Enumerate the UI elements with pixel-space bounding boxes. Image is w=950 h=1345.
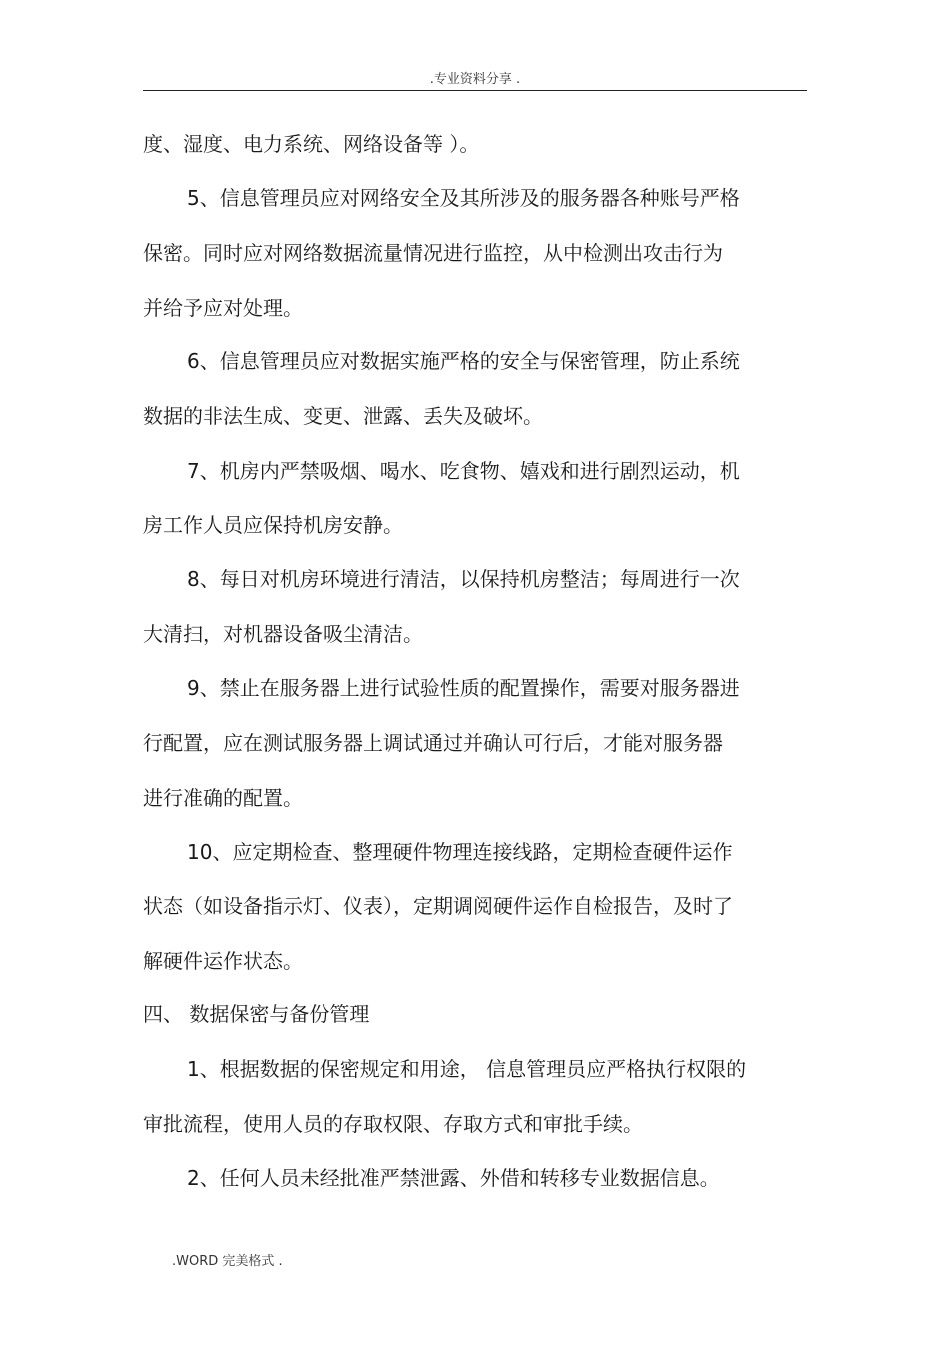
page-footer: .WORD 完美格式 .	[172, 1254, 283, 1269]
header-divider	[143, 90, 807, 91]
paragraph-9-line-2: 行配置，应在测试服务器上调试通过并确认可行后，才能对服务器	[143, 731, 723, 755]
section-4-item-1-line-1: 1、根据数据的保密规定和用途， 信息管理员应严格执行权限的	[187, 1057, 747, 1081]
paragraph-8-line-2: 大清扫，对机器设备吸尘清洁。	[143, 622, 423, 646]
body-line: 度、湿度、电力系统、网络设备等 ）。	[143, 132, 480, 156]
paragraph-8-line-1: 8、每日对机房环境进行清洁，以保持机房整洁；每周进行一次	[187, 567, 740, 591]
paragraph-10-line-2: 状态（如设备指示灯、仪表），定期调阅硬件运作自检报告，及时了	[143, 894, 733, 918]
paragraph-6-line-2: 数据的非法生成、变更、泄露、丢失及破坏。	[143, 404, 543, 428]
section-4-item-1-line-2: 审批流程，使用人员的存取权限、存取方式和审批手续。	[143, 1112, 643, 1136]
paragraph-9-line-3: 进行准确的配置。	[143, 786, 303, 810]
paragraph-6-line-1: 6、信息管理员应对数据实施严格的安全与保密管理，防止系统	[187, 349, 740, 373]
paragraph-5-line-1: 5、信息管理员应对网络安全及其所涉及的服务器各种账号严格	[187, 186, 740, 210]
paragraph-7-line-1: 7、机房内严禁吸烟、喝水、吃食物、嬉戏和进行剧烈运动，机	[187, 459, 740, 483]
paragraph-5-line-2: 保密。同时应对网络数据流量情况进行监控，从中检测出攻击行为	[143, 241, 723, 265]
paragraph-9-line-1: 9、禁止在服务器上进行试验性质的配置操作，需要对服务器进	[187, 676, 740, 700]
paragraph-5-line-3: 并给予应对处理。	[143, 296, 303, 320]
paragraph-10-line-3: 解硬件运作状态。	[143, 949, 303, 973]
section-4-item-2-line-1: 2、任何人员未经批准严禁泄露、外借和转移专业数据信息。	[187, 1166, 720, 1190]
paragraph-10-line-1: 10、应定期检查、整理硬件物理连接线路，定期检查硬件运作	[187, 840, 733, 864]
section-heading: 四、 数据保密与备份管理	[143, 1002, 370, 1026]
paragraph-7-line-2: 房工作人员应保持机房安静。	[143, 513, 403, 537]
page-header: .专业资料分享 .	[429, 72, 521, 87]
